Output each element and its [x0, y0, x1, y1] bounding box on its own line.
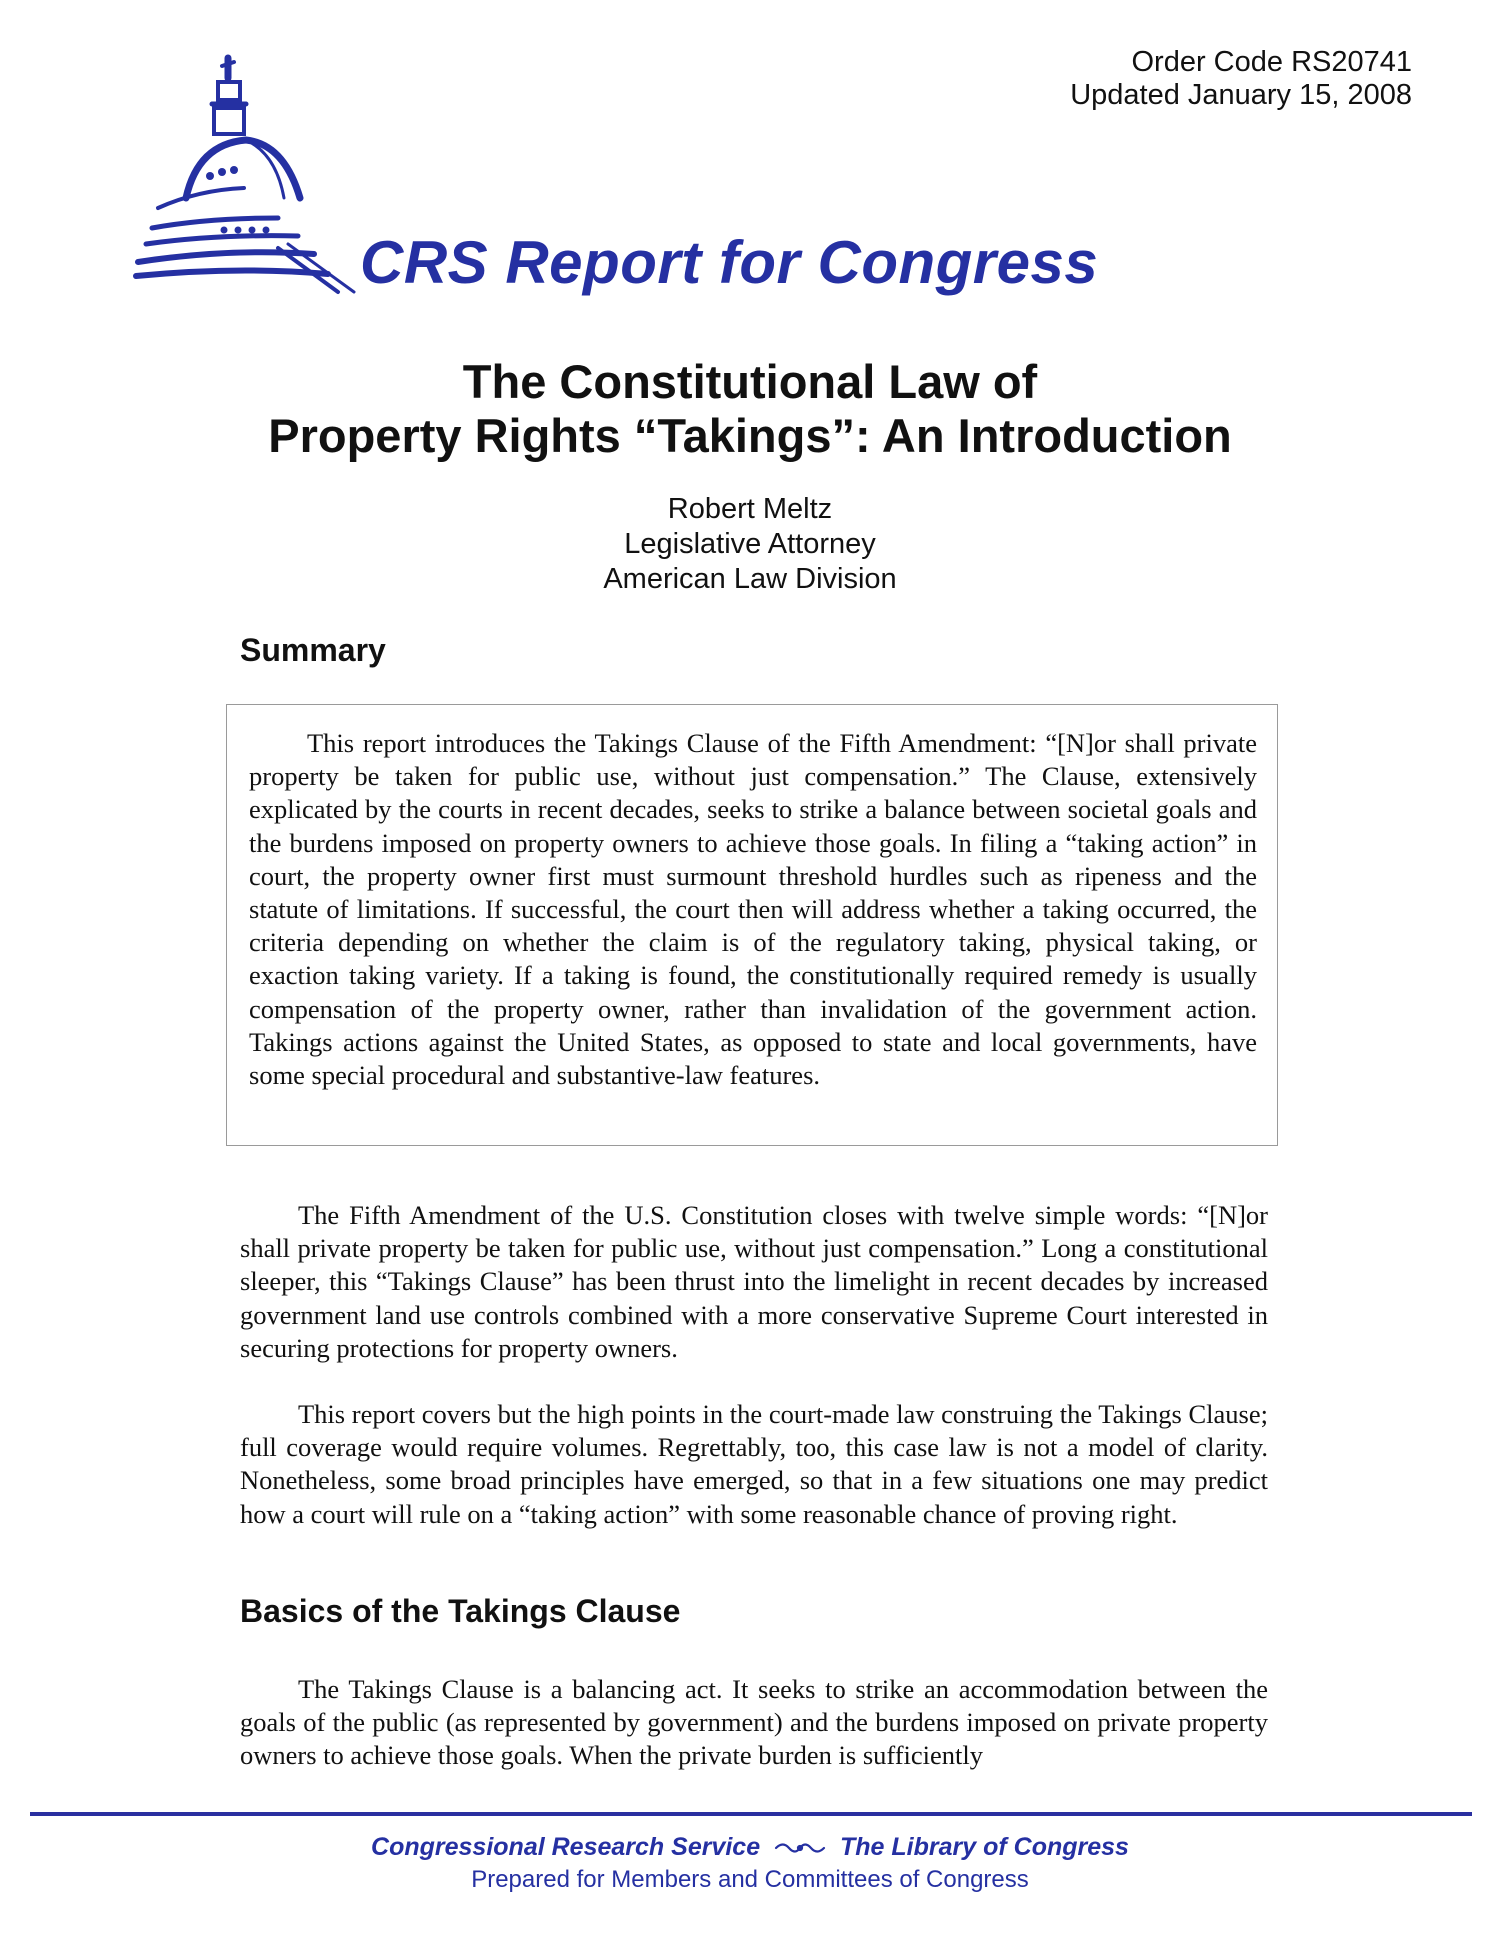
capitol-dome-icon	[128, 48, 368, 302]
order-code: Order Code RS20741	[1131, 46, 1412, 78]
page-title	[0, 355, 1500, 463]
author-block	[0, 492, 1500, 597]
author-name: Robert Meltz	[667, 493, 833, 525]
crs-logo-text: CRS Report for Congress	[360, 229, 1099, 296]
title-line-2: Property Rights “Takings”: An Introduction	[268, 409, 1232, 462]
footer-tagline: Prepared for Members and Committees of Congress	[471, 1866, 1029, 1893]
summary-text: This report introduces the Takings Clause of the Fifth Amendment: “[N]or shall private property be taken for public use, without just compensation.” The Clause, extensively explicated by the courts in recent decades, seeks to strike a balance between societal goals and the burdens imposed on property owners to achieve those goals. In filing a “taking action” in court, the property owner first must surmount threshold hurdles such as ripeness and the statute of limitations. If successful, the court then will address whether a taking occurred, the criteria depending on whether the claim is of the regulatory taking, physical taking, or exaction taking variety. If a taking is found, the constitutionally required remedy is usually compensation of the property owner, rather than invalidation of the government action. Takings actions against the United States, as opposed to state and local governments, have some special procedural and substantive-law features.	[249, 728, 1257, 1091]
section-heading-basics: Basics of the Takings Clause	[240, 1593, 681, 1629]
body-paragraph-3: The Takings Clause is a balancing act. It seeks to strike an accommodation between the goals of the public (as represented by government) and the burdens imposed on private property owners to achieve those goals. When the private burden is sufficiently	[240, 1674, 1268, 1771]
body-paragraph-1: The Fifth Amendment of the U.S. Constitution closes with twelve simple words: “[N]or shall private property be taken for public use, without just compensation.” Long a constitutional sleeper, this “Takings Clause” has been thrust into the limelight in recent decades by increased government land use controls combined with a more conservative Supreme Court interested in securing protections for property owners.	[240, 1200, 1268, 1363]
author-position: Legislative Attorney	[624, 528, 876, 560]
footer-crs: Congressional Research Service	[371, 1833, 761, 1861]
summary-heading: Summary	[240, 632, 386, 668]
footer-loc: The Library of Congress	[840, 1833, 1129, 1861]
ornament-icon	[773, 1839, 827, 1857]
order-code-block	[1070, 46, 1412, 112]
author-division: American Law Division	[603, 563, 897, 595]
footer-rule	[30, 1812, 1472, 1816]
footer-org-line	[0, 1833, 1500, 1862]
title-line-1: The Constitutional Law of	[462, 355, 1038, 408]
body-paragraph-2: This report covers but the high points in the court-made law construing the Takings Clause; full coverage would require volumes. Regrettably, too, this case law is not a model of clarity. Nonetheless, some broad principles have emerged, so that in a few situations one may predict how a court will rule on a “taking action” with some reasonable chance of proving right.	[240, 1399, 1268, 1529]
updated-date: Updated January 15, 2008	[1070, 79, 1412, 111]
